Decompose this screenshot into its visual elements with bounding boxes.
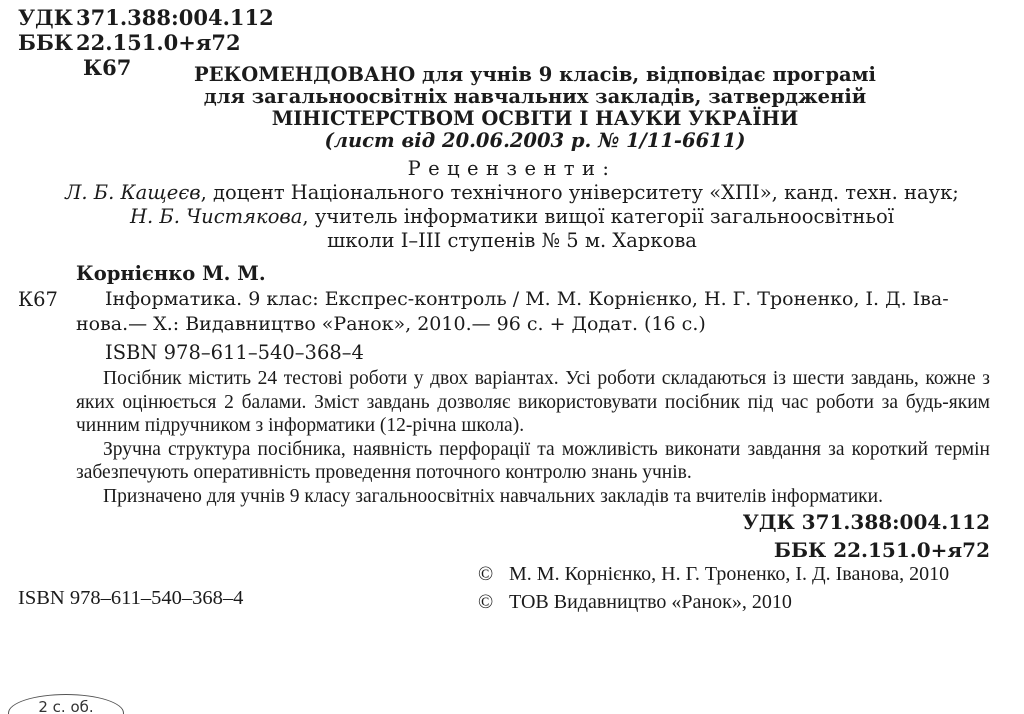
annotation-paragraph: Посібник містить 24 тестові роботи у двох варіантах. Усі роботи складаються із шести завдань, кожне з яких оцінюється 2 балами. Зміст завдань дозволяє використовувати посібник під час роботи за будь-яким чинним підручником з інформатики (12-річна школа).: [76, 368, 990, 436]
copyright-line: [478, 561, 949, 589]
udk-value: 371.388:004.112: [76, 5, 274, 30]
catalog-entry-line: нова.— Х.: Видавництво «Ранок», 2010.— 96 с. + Додат. (16 с.): [76, 313, 706, 335]
author-heading: Корнієнко М. М.: [76, 262, 266, 285]
footer-udk: УДК 371.388:004.112: [742, 510, 990, 534]
copyright-icon: ©: [478, 563, 494, 585]
copyright-text: ТОВ Видавництво «Ранок», 2010: [509, 590, 792, 613]
bbk-value: 22.151.0+я72: [76, 30, 241, 55]
page-count-stamp: [8, 694, 124, 714]
udk-code: [18, 5, 274, 30]
reviewer-name: Н. Б. Чистякова: [129, 205, 303, 228]
udk-label: УДК: [18, 5, 73, 30]
page-count-stamp-label: 2 с. об.: [38, 698, 94, 714]
recommendation-note: (лист від 20.06.2003 р. № 1/11-6611): [324, 129, 746, 152]
annotation-paragraph: Призначено для учнів 9 класу загальноосвітніх навчальних закладів та вчителів інформатики.: [103, 485, 883, 507]
recommendation-line: для загальноосвітніх навчальних закладів, затвердженій: [203, 85, 867, 108]
catalog-code: К67: [18, 288, 58, 311]
reviewer-line: [0, 181, 1024, 205]
footer-bbk: ББК 22.151.0+я72: [773, 537, 990, 562]
annotation-block: [76, 367, 990, 508]
copyright-block: [478, 561, 949, 616]
reviewer-description: , учитель інформатики вищої категорії загальноосвітньої: [302, 205, 895, 228]
annotation-paragraph: Зручна структура посібника, наявність перфорації та можливість виконати завдання за короткий термін забезпечують оперативність проведення поточного контролю знань учнів.: [76, 438, 990, 483]
reviewer-line: [0, 205, 1024, 229]
reviewer-line-continuation: школи І–ІІІ ступенів № 5 м. Харкова: [327, 229, 697, 252]
recommendation-line: РЕКОМЕНДОВАНО для учнів 9 класів, відповідає програмі: [194, 63, 876, 86]
copyright-text: М. М. Корнієнко, Н. Г. Троненко, І. Д. Іванова, 2010: [509, 563, 950, 585]
isbn-bottom: ISBN 978–611–540–368–4: [18, 587, 244, 609]
copyright-line: [478, 589, 949, 617]
catalog-entry-line: Інформатика. 9 клас: Експрес-контроль / М. М. Корнієнко, Н. Г. Троненко, І. Д. Іва-: [105, 288, 949, 310]
bbk-code: [18, 30, 274, 55]
recommendation-line: МІНІСТЕРСТВОМ ОСВІТИ І НАУКИ УКРАЇНИ: [271, 107, 799, 130]
catalog-isbn: ISBN 978–611–540–368–4: [105, 341, 364, 364]
copyright-icon: ©: [478, 590, 494, 613]
bbk-label: ББК: [18, 30, 73, 55]
reviewers-block: [0, 157, 1024, 253]
author-sign-code: К67: [83, 55, 132, 80]
reviewer-description: , доцент Національного технічного університету «ХПІ», канд. техн. наук;: [200, 181, 959, 204]
footer-classification-codes: [743, 509, 990, 564]
reviewer-name: Л. Б. Кащеєв: [65, 181, 201, 204]
recommendation-block: [46, 64, 1024, 152]
reviewers-heading: Рецензенти:: [407, 157, 617, 180]
